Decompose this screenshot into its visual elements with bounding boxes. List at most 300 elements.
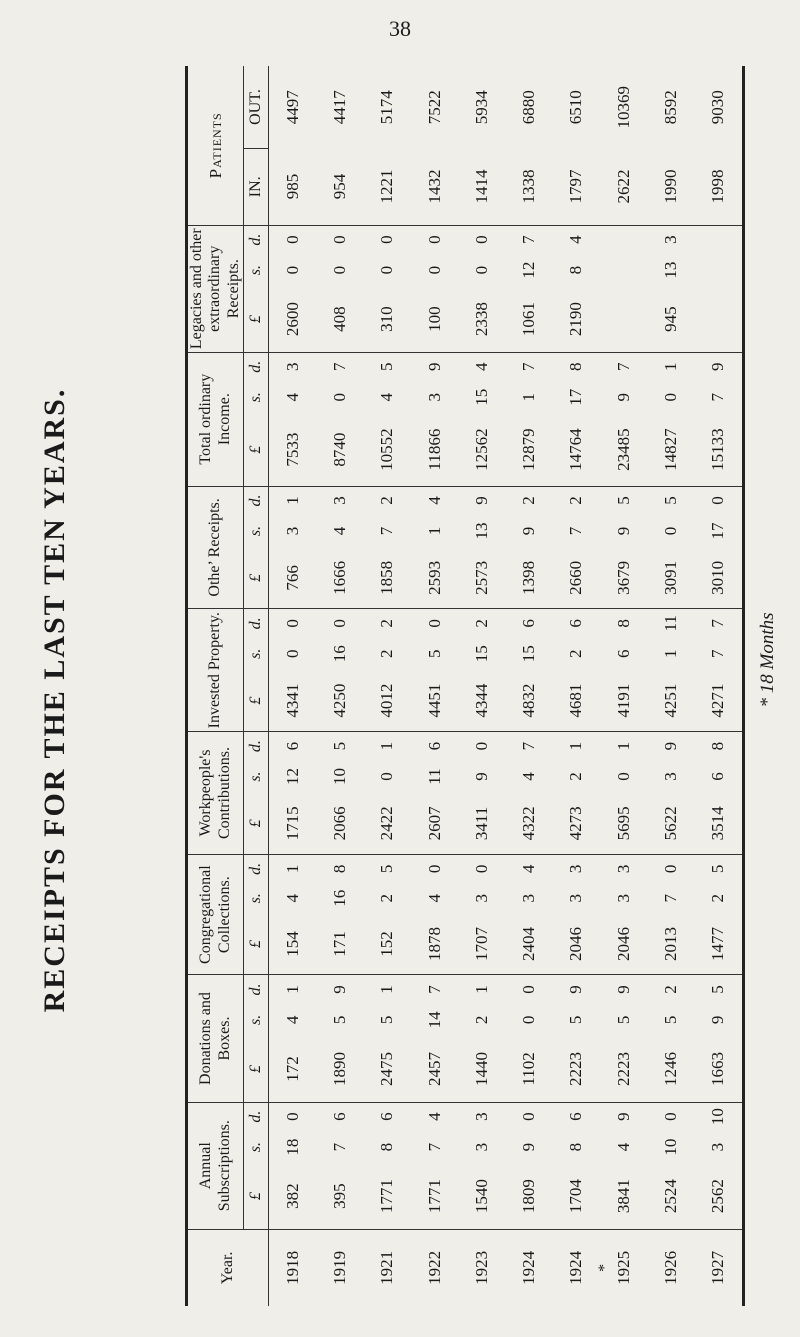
receipts-table [185, 66, 745, 1306]
column-header-2: Congregational Collections. [187, 854, 244, 975]
shillings-cell: 2 [377, 893, 397, 903]
table-row [647, 66, 694, 1306]
shillings-cell: 4 [282, 893, 302, 903]
pounds-cell: 2475 [364, 1036, 411, 1102]
pounds-cell: 408 [317, 287, 364, 353]
table-body [269, 66, 744, 1306]
pounds-cell: 2422 [364, 793, 411, 854]
shillings-cell: 9 [708, 1015, 728, 1025]
shillings-cell: 0 [660, 526, 680, 536]
pence-cell: 6 [424, 741, 444, 751]
pence-cell: 7 [424, 985, 444, 994]
pounds-cell: 5622 [647, 793, 694, 854]
pence-cell: 7 [519, 362, 539, 372]
shillings-cell: 4 [330, 526, 350, 536]
pounds-cell: 1771 [364, 1164, 411, 1230]
pence-cell: 0 [330, 235, 350, 244]
shillings-cell: 0 [613, 772, 633, 781]
shillings-cell: 1 [660, 649, 680, 659]
pounds-cell: 4832 [505, 670, 552, 731]
year-cell: 1921 [364, 1229, 411, 1306]
unit-pence: d. [244, 225, 269, 254]
patients-out-header: OUT. [244, 66, 269, 148]
pence-cell: 1 [613, 741, 633, 751]
pence-cell [694, 225, 743, 254]
patients-out-cell: 5174 [377, 90, 397, 125]
unit-pence: d. [244, 854, 269, 883]
shillings-cell: 3 [282, 526, 302, 536]
pence-cell: 9 [708, 362, 728, 372]
patients-in-cell: 1414 [458, 148, 505, 225]
shillings-cell: 3 [708, 1142, 728, 1152]
footnote-marker: * [595, 1263, 613, 1272]
pence-cell: 0 [282, 1112, 302, 1121]
shillings-cell: 15 [471, 645, 491, 663]
pence-cell: 9 [613, 1112, 633, 1121]
shillings-cell: 4 [282, 393, 302, 402]
pounds-cell: 2457 [411, 1036, 458, 1102]
pence-cell: 3 [471, 1112, 491, 1121]
patients-in-cell: 1338 [505, 148, 552, 225]
patients-out-cell: 6880 [519, 90, 539, 125]
pounds-cell: 1663 [694, 1036, 743, 1102]
pence-cell: 1 [282, 864, 302, 874]
shillings-cell: 0 [471, 265, 491, 275]
pence-cell: 8 [566, 362, 586, 372]
pence-cell: 2 [566, 496, 586, 505]
shillings-cell: 7 [566, 526, 586, 536]
shillings-cell: 10 [660, 1138, 680, 1156]
footnote: * 18 Months [757, 612, 778, 708]
pence-cell: 3 [660, 235, 680, 244]
pence-cell: 5 [660, 496, 680, 505]
pounds-cell: 4681 [553, 670, 600, 731]
shillings-cell: 9 [613, 526, 633, 536]
pence-cell: 0 [660, 1112, 680, 1121]
unit-pound: £ [244, 914, 269, 975]
pounds-cell: 8740 [317, 414, 364, 486]
shillings-cell: 11 [424, 768, 444, 785]
shillings-cell: 0 [377, 772, 397, 781]
pounds-cell: 12562 [458, 414, 505, 486]
shillings-cell: 0 [424, 265, 444, 275]
pence-cell: 0 [377, 235, 397, 244]
pence-cell: 2 [377, 496, 397, 505]
pence-cell: 8 [613, 619, 633, 628]
pounds-cell: 945 [647, 287, 694, 353]
shillings-cell: 3 [519, 893, 539, 903]
pounds-cell: 2573 [458, 547, 505, 608]
pounds-cell: 100 [411, 287, 458, 353]
unit-pence: d. [244, 1102, 269, 1131]
patients-in-cell: 954 [317, 148, 364, 225]
shillings-cell [600, 254, 647, 287]
pounds-cell: 2223 [553, 1036, 600, 1102]
pounds-cell: 2066 [317, 793, 364, 854]
pounds-cell: 2046 [600, 914, 647, 975]
pounds-cell: 3411 [458, 793, 505, 854]
shillings-cell: 3 [471, 893, 491, 903]
pence-cell: 7 [708, 619, 728, 628]
pence-cell: 0 [330, 619, 350, 628]
pounds-cell: 2593 [411, 547, 458, 608]
shillings-cell: 15 [519, 645, 539, 663]
shillings-cell: 7 [377, 526, 397, 536]
pounds-cell: 2046 [553, 914, 600, 975]
pence-cell: 7 [519, 235, 539, 244]
pence-cell: 3 [613, 864, 633, 874]
shillings-cell: 7 [330, 1142, 350, 1152]
pounds-cell: 4250 [317, 670, 364, 731]
unit-shillings: s. [244, 254, 269, 287]
shillings-cell: 7 [708, 649, 728, 659]
unit-pound: £ [244, 670, 269, 731]
patients-in-cell: 1432 [411, 148, 458, 225]
table-row [458, 66, 505, 1306]
patients-out-cell: 4497 [282, 90, 302, 125]
shillings-cell: 9 [519, 1142, 539, 1152]
year-cell: 1927 [694, 1229, 743, 1306]
page-number: 38 [389, 16, 411, 41]
pence-cell: 2 [471, 619, 491, 628]
pounds-cell: 1771 [411, 1164, 458, 1230]
shillings-cell: 16 [330, 889, 350, 907]
pence-cell: 9 [471, 496, 491, 505]
pence-cell: 0 [471, 235, 491, 244]
year-cell: 1924 * [553, 1229, 600, 1306]
pounds-cell: 4341 [269, 670, 317, 731]
pence-cell: 4 [471, 362, 491, 372]
unit-pound: £ [244, 547, 269, 608]
shillings-cell: 3 [660, 772, 680, 781]
patients-out-cell: 9030 [708, 90, 728, 125]
pence-cell: 1 [566, 741, 586, 751]
pounds-cell: 1858 [364, 547, 411, 608]
column-header-0: Annual Subscriptions. [187, 1102, 244, 1229]
table-header [187, 66, 269, 1306]
shillings-cell: 3 [424, 393, 444, 402]
receipts-table-rotated [185, 66, 745, 1306]
shillings-cell: 3 [566, 893, 586, 903]
unit-pence: d. [244, 609, 269, 638]
pounds-cell: 1246 [647, 1036, 694, 1102]
pence-cell: 9 [424, 362, 444, 372]
shillings-cell: 13 [471, 522, 491, 540]
pence-cell: 0 [424, 619, 444, 628]
pence-cell: 0 [282, 235, 302, 244]
shillings-cell: 0 [330, 265, 350, 275]
pounds-cell: 14827 [647, 414, 694, 486]
year-cell: 1922 [411, 1229, 458, 1306]
pence-cell: 5 [708, 985, 728, 994]
pence-cell: 3 [330, 496, 350, 505]
shillings-cell: 9 [613, 393, 633, 402]
pounds-cell: 1715 [269, 793, 317, 854]
pounds-cell: 12879 [505, 414, 552, 486]
shillings-cell: 8 [566, 265, 586, 275]
pounds-cell: 2404 [505, 914, 552, 975]
table-row [364, 66, 411, 1306]
year-cell: 1919 [317, 1229, 364, 1306]
pounds-cell: 10552 [364, 414, 411, 486]
shillings-cell: 0 [660, 393, 680, 402]
pence-cell: 0 [282, 619, 302, 628]
pence-cell: 10 [708, 1108, 728, 1126]
shillings-cell: 9 [519, 526, 539, 536]
shillings-cell: 18 [282, 1138, 302, 1156]
shillings-cell: 1 [424, 526, 444, 536]
shillings-cell: 0 [377, 265, 397, 275]
pence-cell: 9 [330, 985, 350, 994]
pence-cell: 4 [424, 1112, 444, 1121]
pounds-cell: 172 [269, 1036, 317, 1102]
pounds-cell [600, 287, 647, 353]
shillings-cell: 8 [377, 1142, 397, 1152]
pence-cell: 0 [708, 496, 728, 505]
header-row [187, 66, 244, 1306]
unit-shillings: s. [244, 637, 269, 670]
pence-cell: 9 [613, 985, 633, 994]
patients-in-cell: 1998 [694, 148, 743, 225]
pence-cell: 0 [519, 985, 539, 994]
pounds-cell: 154 [269, 914, 317, 975]
pence-cell: 5 [613, 496, 633, 505]
pence-cell: 0 [424, 235, 444, 244]
unit-pound: £ [244, 1164, 269, 1230]
table-row [269, 66, 317, 1306]
patients-in-cell: 1221 [364, 148, 411, 225]
year-cell: 1926 [647, 1229, 694, 1306]
pounds-cell: 4012 [364, 670, 411, 731]
pounds-cell: 1666 [317, 547, 364, 608]
pence-cell: 3 [282, 362, 302, 372]
pence-cell: 1 [282, 496, 302, 505]
pence-cell: 7 [613, 362, 633, 372]
pence-cell: 1 [660, 362, 680, 372]
shillings-cell: 0 [282, 265, 302, 275]
pounds-cell: 11866 [411, 414, 458, 486]
pence-cell: 4 [424, 496, 444, 505]
pounds-cell: 23485 [600, 414, 647, 486]
shillings-cell: 2 [471, 1015, 491, 1025]
pence-cell: 2 [377, 619, 397, 628]
shillings-cell: 6 [708, 772, 728, 781]
pence-cell: 9 [566, 985, 586, 994]
pence-cell: 1 [471, 985, 491, 994]
pounds-cell: 1878 [411, 914, 458, 975]
pence-cell: 6 [519, 619, 539, 628]
pounds-cell: 14764 [553, 414, 600, 486]
patients-in-cell: 1990 [647, 148, 694, 225]
pounds-cell: 2190 [553, 287, 600, 353]
unit-pence: d. [244, 352, 269, 381]
pence-cell: 2 [660, 985, 680, 994]
unit-pence: d. [244, 975, 269, 1004]
patients-in-cell: 2622 [600, 148, 647, 225]
pounds-cell: 4322 [505, 793, 552, 854]
pence-cell: 1 [377, 985, 397, 994]
patients-out-cell: 7522 [424, 90, 444, 125]
column-header-5: Othe’ Receipts. [187, 486, 244, 609]
pounds-cell: 15133 [694, 414, 743, 486]
unit-shillings: s. [244, 515, 269, 548]
shillings-cell: 2 [566, 649, 586, 659]
pounds-cell: 171 [317, 914, 364, 975]
shillings-cell: 0 [519, 1015, 539, 1025]
pounds-cell: 1440 [458, 1036, 505, 1102]
pounds-cell: 4451 [411, 670, 458, 731]
pence-cell: 8 [330, 864, 350, 874]
unit-pound: £ [244, 793, 269, 854]
shillings-cell: 5 [660, 1015, 680, 1025]
table-row [317, 66, 364, 1306]
shillings-cell: 4 [613, 1142, 633, 1152]
units-row [244, 66, 269, 1306]
unit-pound: £ [244, 414, 269, 486]
pence-cell: 6 [330, 1112, 350, 1121]
shillings-cell: 16 [330, 645, 350, 663]
pounds-cell: 2600 [269, 287, 317, 353]
table-row [694, 66, 743, 1306]
pence-cell: 4 [566, 235, 586, 244]
pounds-cell: 1398 [505, 547, 552, 608]
pence-cell: 5 [377, 362, 397, 372]
pounds-cell: 3010 [694, 547, 743, 608]
shillings-cell: 7 [708, 393, 728, 402]
patients-out-cell: 8592 [660, 90, 680, 125]
pence-cell: 6 [566, 619, 586, 628]
pounds-cell: 1061 [505, 287, 552, 353]
unit-shillings: s. [244, 760, 269, 793]
pounds-cell: 1890 [317, 1036, 364, 1102]
pence-cell: 5 [377, 864, 397, 874]
shillings-cell: 10 [330, 768, 350, 786]
pence-cell: 11 [660, 615, 680, 632]
year-cell: 1923 [458, 1229, 505, 1306]
pence-cell: 6 [566, 1112, 586, 1121]
shillings-cell: 6 [613, 649, 633, 659]
pounds-cell: 4191 [600, 670, 647, 731]
pounds-cell: 1102 [505, 1036, 552, 1102]
column-header-6: Total ordinary Income. [187, 352, 244, 486]
pence-cell: 0 [519, 1112, 539, 1121]
unit-pound: £ [244, 287, 269, 353]
unit-shillings: s. [244, 1003, 269, 1036]
shillings-cell: 7 [660, 893, 680, 903]
pounds-cell: 3514 [694, 793, 743, 854]
shillings-cell: 5 [377, 1015, 397, 1025]
patients-out-cell: 6510 [566, 90, 586, 125]
pounds-cell: 5695 [600, 793, 647, 854]
unit-shillings: s. [244, 1131, 269, 1164]
unit-pence: d. [244, 486, 269, 515]
pounds-cell: 4344 [458, 670, 505, 731]
shillings-cell: 4 [424, 893, 444, 903]
shillings-cell: 5 [330, 1015, 350, 1025]
pounds-cell: 310 [364, 287, 411, 353]
table-row [505, 66, 552, 1306]
shillings-cell: 8 [566, 1142, 586, 1152]
pounds-cell: 3679 [600, 547, 647, 608]
pounds-cell: 7533 [269, 414, 317, 486]
shillings-cell: 2 [377, 649, 397, 659]
table-row [553, 66, 600, 1306]
shillings-cell: 3 [613, 893, 633, 903]
patients-out-cell: 4417 [330, 90, 350, 125]
pence-cell: 0 [424, 864, 444, 874]
unit-pound: £ [244, 1036, 269, 1102]
pence-cell: 9 [660, 741, 680, 751]
pence-cell: 6 [282, 741, 302, 751]
pounds-cell: 3841 [600, 1164, 647, 1230]
shillings-cell: 1 [519, 393, 539, 402]
column-header-4: Invested Property. [187, 609, 244, 732]
pounds-cell: 382 [269, 1164, 317, 1230]
shillings-cell: 15 [471, 388, 491, 406]
pence-cell: 4 [519, 864, 539, 874]
shillings-cell: 9 [471, 772, 491, 781]
pounds-cell: 1477 [694, 914, 743, 975]
pence-cell: 5 [708, 864, 728, 874]
pounds-cell: 1540 [458, 1164, 505, 1230]
shillings-cell: 2 [708, 893, 728, 903]
year-cell: 1918 [269, 1229, 317, 1306]
pounds-cell: 2524 [647, 1164, 694, 1230]
pence-cell: 0 [471, 741, 491, 751]
pounds-cell: 4251 [647, 670, 694, 731]
patients-header: Patients [187, 66, 244, 225]
page-title: RECEIPTS FOR THE LAST TEN YEARS. [38, 387, 71, 1013]
pounds-cell: 2562 [694, 1164, 743, 1230]
unit-pence: d. [244, 732, 269, 761]
pence-cell: 6 [377, 1112, 397, 1121]
pence-cell: 8 [708, 741, 728, 751]
pence-cell: 7 [330, 362, 350, 372]
shillings-cell: 0 [282, 649, 302, 659]
pounds-cell: 2660 [553, 547, 600, 608]
patients-in-header: IN. [244, 148, 269, 225]
patients-out-cell: 10369 [613, 85, 633, 129]
column-header-7: Legacies and other extraordinary Receipts. [187, 225, 244, 352]
shillings-cell: 13 [660, 261, 680, 279]
shillings-cell: 5 [566, 1015, 586, 1025]
shillings-cell: 5 [613, 1015, 633, 1025]
shillings-cell: 4 [519, 772, 539, 781]
pounds-cell: 4271 [694, 670, 743, 731]
year-cell: 1925 [600, 1229, 647, 1306]
unit-shillings: s. [244, 883, 269, 914]
pounds-cell: 395 [317, 1164, 364, 1230]
shillings-cell: 3 [471, 1142, 491, 1152]
shillings-cell: 7 [424, 1142, 444, 1152]
year-cell: 1924 [505, 1229, 552, 1306]
column-header-1: Donations and Boxes. [187, 975, 244, 1102]
pence-cell: 5 [330, 741, 350, 751]
pence-cell: 0 [471, 864, 491, 874]
shillings-cell: 17 [708, 522, 728, 540]
patients-in-cell: 985 [269, 148, 317, 225]
table-row [411, 66, 458, 1306]
shillings-cell: 4 [377, 393, 397, 402]
pence-cell: 2 [519, 496, 539, 505]
pounds-cell: 1707 [458, 914, 505, 975]
shillings-cell: 0 [330, 393, 350, 402]
unit-shillings: s. [244, 381, 269, 414]
pounds-cell: 3091 [647, 547, 694, 608]
pence-cell [600, 225, 647, 254]
pence-cell: 7 [519, 741, 539, 751]
column-header-3: Workpeople's Contributions. [187, 732, 244, 855]
